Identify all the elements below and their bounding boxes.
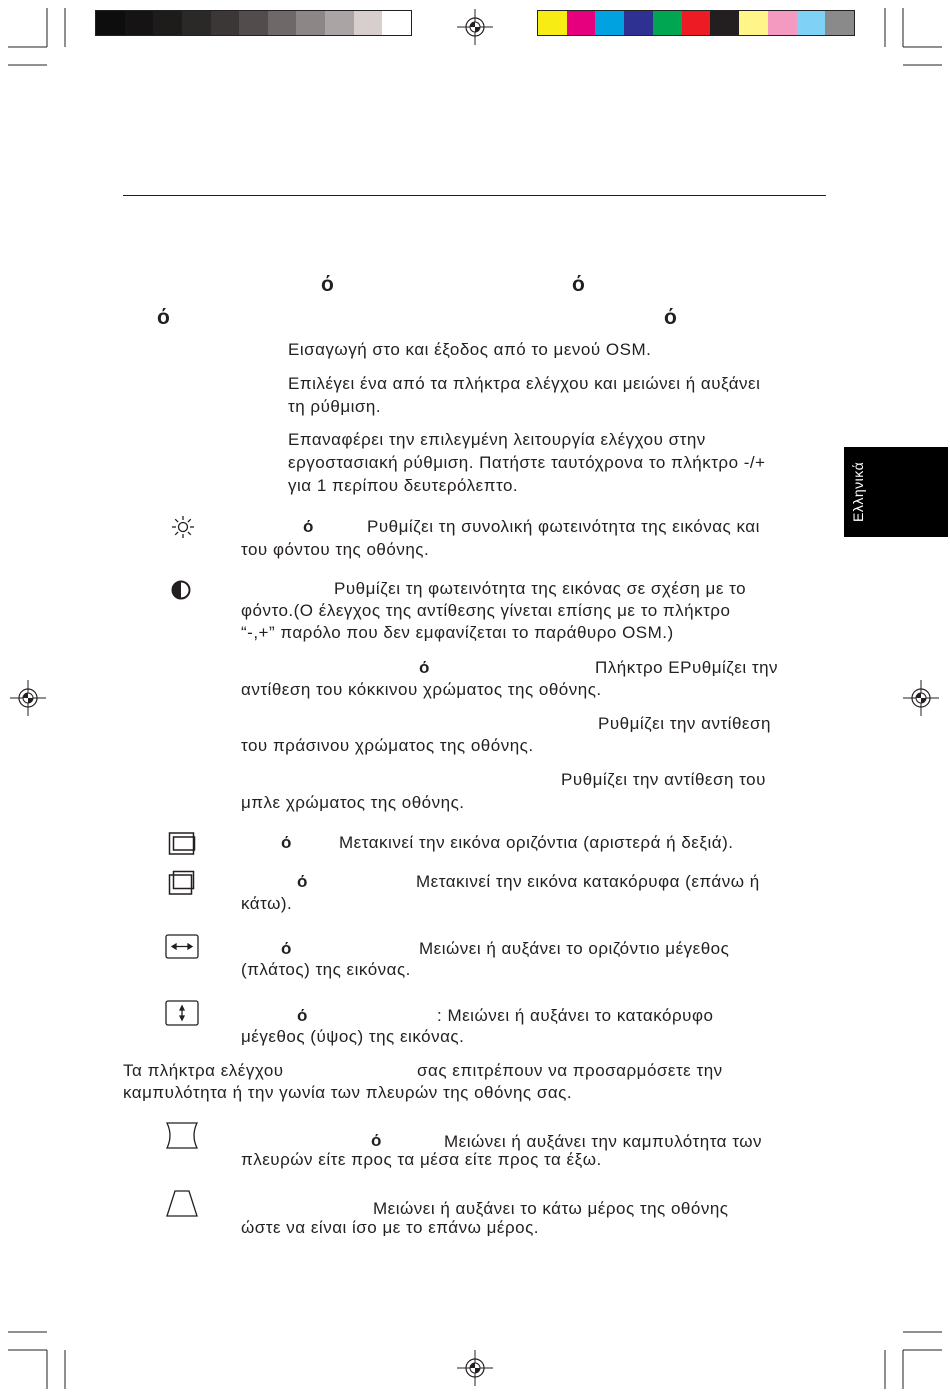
- red-contrast-description: αντίθεση του κόκκινου χρώματος της οθόνης.: [241, 680, 602, 699]
- language-tab-label: Ελληνικά: [850, 461, 866, 523]
- crop-mark-bottom-right: [885, 1332, 942, 1389]
- header-rule: [123, 195, 826, 196]
- reset-key-description: εργοστασιακή ρύθμιση. Πατήστε ταυτόχρονα το πλήκτρο -/+: [288, 453, 766, 472]
- blue-contrast-description: Ρυθμίζει την αντίθεση του: [561, 770, 766, 789]
- red-contrast-description: Πλήκτρο ΕΡυθμίζει την: [595, 658, 779, 677]
- horizontal-size-description: (πλάτος) της εικόνας.: [241, 960, 411, 979]
- registration-mark-left: [8, 678, 48, 718]
- pincushion-marker: ό: [371, 1131, 382, 1150]
- green-contrast-description: του πράσινου χρώματος της οθόνης.: [241, 736, 534, 755]
- gray-scale-swatch: [239, 11, 268, 35]
- pincushion-icon: [164, 1121, 200, 1150]
- brightness-description: Ρυθμίζει τη συνολική φωτεινότητα της εικόνας και: [367, 517, 760, 536]
- brightness-description: του φόντου της οθόνης.: [241, 540, 430, 559]
- color-swatch: [624, 11, 653, 35]
- horizontal-size-marker: ό: [281, 939, 292, 958]
- contrast-description: “-,+” παρόλο που δεν εμφανίζεται το παράθυρο OSM.): [241, 623, 674, 642]
- trapezoid-icon: [164, 1189, 200, 1218]
- vertical-size-marker: ό: [297, 1006, 308, 1025]
- crop-mark-bottom-left: [8, 1332, 65, 1389]
- trapezoid-description: ώστε να είναι ίσο με το επάνω μέρος.: [241, 1218, 540, 1237]
- select-key-description: τη ρύθμιση.: [288, 397, 382, 416]
- gray-scale-swatch: [211, 11, 240, 35]
- vertical-position-icon: [168, 870, 196, 896]
- color-swatch: [682, 11, 711, 35]
- vertical-position-description: Μετακινεί την εικόνα κατακόρυφα (επάνω ή: [416, 872, 760, 891]
- color-swatch: [797, 11, 826, 35]
- brightness-icon: [169, 513, 197, 541]
- vertical-size-description: : Μειώνει ή αυξάνει το κατακόρυφο: [437, 1006, 714, 1025]
- color-swatch: [825, 11, 854, 35]
- contrast-icon: [170, 579, 192, 601]
- registration-mark-right: [901, 678, 941, 718]
- geometry-intro: Τα πλήκτρα ελέγχου: [123, 1061, 284, 1080]
- heading-glyph: ό: [321, 273, 334, 296]
- vertical-position-marker: ό: [297, 872, 308, 891]
- pincushion-description: πλευρών είτε προς τα μέσα είτε προς τα έξω.: [241, 1150, 602, 1169]
- heading-glyph: ό: [157, 306, 170, 329]
- language-side-tab: [844, 447, 948, 537]
- gray-scale-swatch: [153, 11, 182, 35]
- green-contrast-description: Ρυθμίζει την αντίθεση: [598, 714, 771, 733]
- color-swatch: [739, 11, 768, 35]
- pincushion-description: Μειώνει ή αυξάνει την καμπυλότητα των: [444, 1132, 762, 1151]
- gray-scale-swatch: [268, 11, 297, 35]
- gray-scale-swatch: [296, 11, 325, 35]
- gray-scale-swatch: [182, 11, 211, 35]
- registration-mark-bottom: [455, 1348, 495, 1388]
- color-swatch: [710, 11, 739, 35]
- color-swatch: [595, 11, 624, 35]
- red-contrast-marker: ό: [419, 658, 430, 677]
- color-swatch: [538, 11, 567, 35]
- geometry-intro: σας επιτρέπουν να προσαρμόσετε την: [417, 1061, 723, 1080]
- color-swatch: [653, 11, 682, 35]
- trapezoid-description: Μειώνει ή αυξάνει το κάτω μέρος της οθόνης: [373, 1199, 729, 1218]
- vertical-position-description: κάτω).: [241, 894, 293, 913]
- horizontal-position-marker: ό: [281, 833, 292, 852]
- heading-glyph: ό: [664, 306, 677, 329]
- crop-mark-top-right: [885, 8, 942, 65]
- gray-scale-swatch: [354, 11, 383, 35]
- gray-scale-bar: [95, 10, 412, 36]
- gray-scale-swatch: [325, 11, 354, 35]
- gray-scale-swatch: [125, 11, 154, 35]
- heading-glyph: ό: [572, 273, 585, 296]
- geometry-intro: καμπυλότητα ή την γωνία των πλευρών της οθόνης σας.: [123, 1083, 573, 1102]
- color-swatch: [768, 11, 797, 35]
- gray-scale-swatch: [382, 11, 411, 35]
- horizontal-position-icon: [168, 831, 198, 857]
- reset-key-description: για 1 περίπου δευτερόλεπτο.: [288, 476, 519, 495]
- reset-key-description: Επαναφέρει την επιλεγμένη λειτουργία ελέγχου στην: [288, 430, 706, 449]
- crop-mark-top-left: [8, 8, 65, 65]
- horizontal-position-description: Μετακινεί την εικόνα οριζόντια (αριστερά ή δεξιά).: [339, 833, 734, 852]
- menu-key-description: Εισαγωγή στο και έξοδος από το μενού OSM.: [288, 340, 652, 359]
- vertical-size-description: μέγεθος (ύψος) της εικόνας.: [241, 1027, 465, 1046]
- horizontal-size-icon: [165, 934, 200, 960]
- blue-contrast-description: μπλε χρώματος της οθόνης.: [241, 793, 465, 812]
- registration-mark-top: [455, 7, 495, 47]
- color-swatch: [567, 11, 596, 35]
- vertical-size-icon: [165, 1000, 200, 1027]
- horizontal-size-description: Μειώνει ή αυξάνει το οριζόντιο μέγεθος: [419, 939, 730, 958]
- brightness-marker: ό: [303, 517, 314, 536]
- color-bar: [537, 10, 855, 36]
- gray-scale-swatch: [96, 11, 125, 35]
- contrast-description: Ρυθμίζει τη φωτεινότητα της εικόνας σε σχέση με το: [334, 579, 747, 598]
- contrast-description: φόντο.(Ο έλεγχος της αντίθεσης γίνεται επίσης με το πλήκτρο: [241, 601, 731, 620]
- select-key-description: Επιλέγει ένα από τα πλήκτρα ελέγχου και μειώνει ή αυξάνει: [288, 374, 761, 393]
